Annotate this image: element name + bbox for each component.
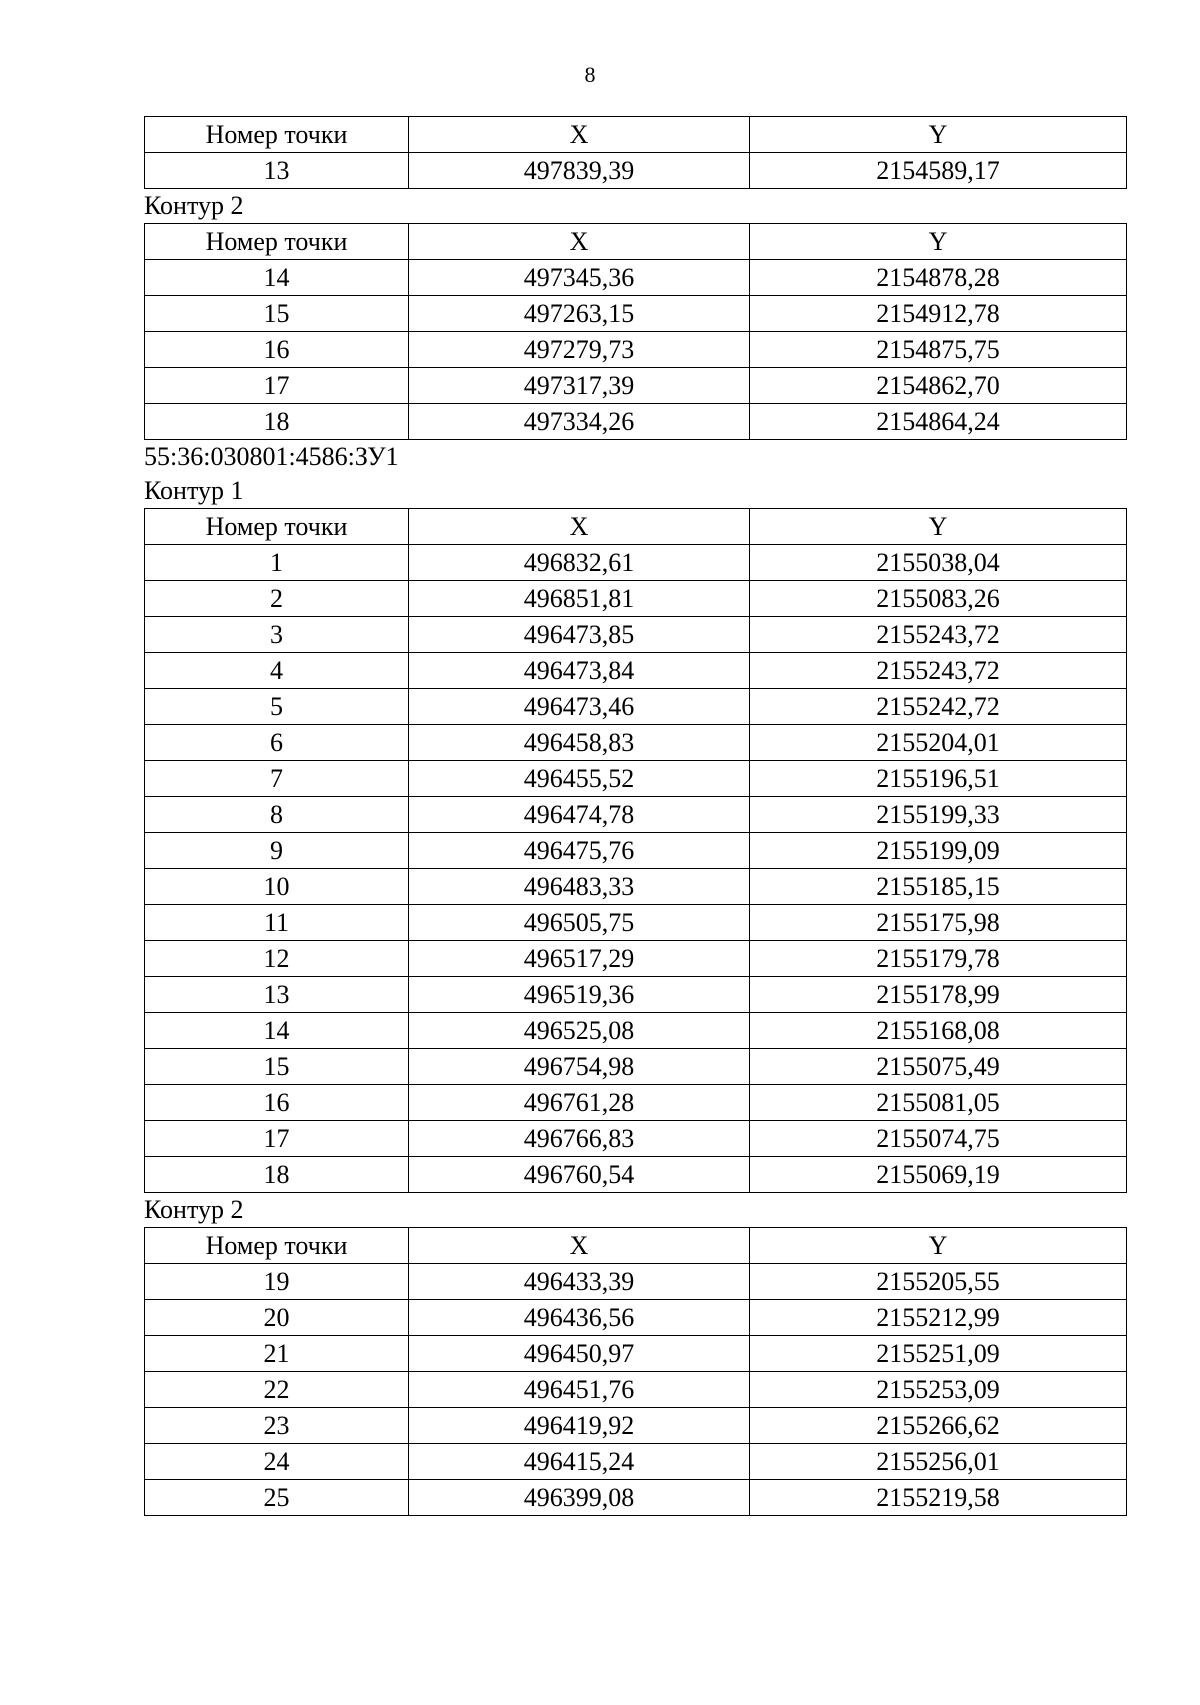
section-label: Контур 1 <box>144 476 244 505</box>
y-coordinate-cell: 2155243,72 <box>750 653 1127 689</box>
section-label: Контур 2 <box>144 1195 244 1224</box>
table-row <box>145 1264 1127 1300</box>
table-row <box>145 545 1127 581</box>
point-number-header: Номер точки <box>145 509 409 545</box>
table-row <box>145 833 1127 869</box>
coordinates-table <box>144 223 1127 440</box>
y-coordinate-cell: 2155253,09 <box>750 1372 1127 1408</box>
point-number-cell: 14 <box>145 260 409 296</box>
x-coordinate-cell: 496761,28 <box>409 1085 750 1121</box>
y-coordinate-cell: 2154864,24 <box>750 404 1127 440</box>
x-coordinate-cell: 496754,98 <box>409 1049 750 1085</box>
table-row <box>145 1049 1127 1085</box>
y-coordinate-cell: 2155083,26 <box>750 581 1127 617</box>
y-coordinate-cell: 2155243,72 <box>750 617 1127 653</box>
y-coordinate-cell: 2155242,72 <box>750 689 1127 725</box>
point-number-cell: 17 <box>145 1121 409 1157</box>
table-row <box>145 761 1127 797</box>
point-number-cell: 3 <box>145 617 409 653</box>
table-header-row <box>145 1228 1127 1264</box>
point-number-cell: 9 <box>145 833 409 869</box>
x-coordinate-cell: 496436,56 <box>409 1300 750 1336</box>
x-coordinate-cell: 496419,92 <box>409 1408 750 1444</box>
table-row <box>145 797 1127 833</box>
y-coordinate-cell: 2155199,09 <box>750 833 1127 869</box>
table-row <box>145 1372 1127 1408</box>
table-row <box>145 905 1127 941</box>
point-number-cell: 19 <box>145 1264 409 1300</box>
y-coordinate-cell: 2155266,62 <box>750 1408 1127 1444</box>
x-coordinate-cell: 496475,76 <box>409 833 750 869</box>
y-header: Y <box>750 509 1127 545</box>
x-coordinate-cell: 497334,26 <box>409 404 750 440</box>
table-header-row <box>145 224 1127 260</box>
y-coordinate-cell: 2155179,78 <box>750 941 1127 977</box>
table-header-row <box>145 117 1127 153</box>
x-coordinate-cell: 496473,85 <box>409 617 750 653</box>
y-coordinate-cell: 2155219,58 <box>750 1480 1127 1516</box>
y-coordinate-cell: 2155075,49 <box>750 1049 1127 1085</box>
point-number-cell: 25 <box>145 1480 409 1516</box>
table-row <box>145 689 1127 725</box>
coordinates-table <box>144 116 1127 189</box>
table-row <box>145 1300 1127 1336</box>
x-coordinate-cell: 496458,83 <box>409 725 750 761</box>
table-row <box>145 404 1127 440</box>
point-number-header: Номер точки <box>145 1228 409 1264</box>
point-number-cell: 1 <box>145 545 409 581</box>
table-row <box>145 617 1127 653</box>
table-row <box>145 1013 1127 1049</box>
x-coordinate-cell: 496433,39 <box>409 1264 750 1300</box>
table-row <box>145 1408 1127 1444</box>
y-coordinate-cell: 2155168,08 <box>750 1013 1127 1049</box>
table-row <box>145 1157 1127 1193</box>
point-number-cell: 12 <box>145 941 409 977</box>
x-coordinate-cell: 497263,15 <box>409 296 750 332</box>
table-row <box>145 368 1127 404</box>
table-row <box>145 1336 1127 1372</box>
x-header: X <box>409 1228 750 1264</box>
point-number-cell: 18 <box>145 404 409 440</box>
x-coordinate-cell: 496832,61 <box>409 545 750 581</box>
point-number-cell: 18 <box>145 1157 409 1193</box>
coordinates-table <box>144 508 1127 1193</box>
x-header: X <box>409 509 750 545</box>
y-coordinate-cell: 2155074,75 <box>750 1121 1127 1157</box>
y-coordinate-cell: 2155251,09 <box>750 1336 1127 1372</box>
table-row <box>145 1480 1127 1516</box>
point-number-header: Номер точки <box>145 117 409 153</box>
point-number-cell: 17 <box>145 368 409 404</box>
y-coordinate-cell: 2155038,04 <box>750 545 1127 581</box>
x-coordinate-cell: 496505,75 <box>409 905 750 941</box>
x-header: X <box>409 117 750 153</box>
x-coordinate-cell: 496473,84 <box>409 653 750 689</box>
y-coordinate-cell: 2155204,01 <box>750 725 1127 761</box>
point-number-cell: 20 <box>145 1300 409 1336</box>
table-row <box>145 296 1127 332</box>
point-number-cell: 2 <box>145 581 409 617</box>
x-coordinate-cell: 496455,52 <box>409 761 750 797</box>
y-coordinate-cell: 2155069,19 <box>750 1157 1127 1193</box>
x-coordinate-cell: 496450,97 <box>409 1336 750 1372</box>
table-row <box>145 332 1127 368</box>
y-coordinate-cell: 2154912,78 <box>750 296 1127 332</box>
point-number-cell: 8 <box>145 797 409 833</box>
y-coordinate-cell: 2155212,99 <box>750 1300 1127 1336</box>
y-header: Y <box>750 1228 1127 1264</box>
table-row <box>145 1085 1127 1121</box>
point-number-cell: 16 <box>145 1085 409 1121</box>
y-coordinate-cell: 2155256,01 <box>750 1444 1127 1480</box>
x-coordinate-cell: 496483,33 <box>409 869 750 905</box>
table-header-row <box>145 509 1127 545</box>
point-number-cell: 21 <box>145 1336 409 1372</box>
y-coordinate-cell: 2155185,15 <box>750 869 1127 905</box>
table-row <box>145 653 1127 689</box>
point-number-cell: 15 <box>145 296 409 332</box>
table-row <box>145 725 1127 761</box>
coordinates-table <box>144 1227 1127 1516</box>
y-coordinate-cell: 2155081,05 <box>750 1085 1127 1121</box>
x-coordinate-cell: 497317,39 <box>409 368 750 404</box>
x-coordinate-cell: 496399,08 <box>409 1480 750 1516</box>
point-number-cell: 24 <box>145 1444 409 1480</box>
section-label: 55:36:030801:4586:ЗУ1 <box>144 442 399 471</box>
table-row <box>145 153 1127 189</box>
y-coordinate-cell: 2155175,98 <box>750 905 1127 941</box>
y-coordinate-cell: 2154589,17 <box>750 153 1127 189</box>
x-coordinate-cell: 497345,36 <box>409 260 750 296</box>
x-coordinate-cell: 496760,54 <box>409 1157 750 1193</box>
x-header: X <box>409 224 750 260</box>
table-row <box>145 869 1127 905</box>
point-number-header: Номер точки <box>145 224 409 260</box>
y-coordinate-cell: 2155196,51 <box>750 761 1127 797</box>
table-row <box>145 977 1127 1013</box>
point-number-cell: 22 <box>145 1372 409 1408</box>
y-coordinate-cell: 2155205,55 <box>750 1264 1127 1300</box>
point-number-cell: 7 <box>145 761 409 797</box>
point-number-cell: 13 <box>145 977 409 1013</box>
y-coordinate-cell: 2154878,28 <box>750 260 1127 296</box>
y-header: Y <box>750 224 1127 260</box>
x-coordinate-cell: 496451,76 <box>409 1372 750 1408</box>
point-number-cell: 14 <box>145 1013 409 1049</box>
x-coordinate-cell: 496851,81 <box>409 581 750 617</box>
point-number-cell: 16 <box>145 332 409 368</box>
page-number: 8 <box>584 62 596 87</box>
x-coordinate-cell: 496473,46 <box>409 689 750 725</box>
point-number-cell: 4 <box>145 653 409 689</box>
table-row <box>145 1444 1127 1480</box>
x-coordinate-cell: 496474,78 <box>409 797 750 833</box>
point-number-cell: 13 <box>145 153 409 189</box>
x-coordinate-cell: 496525,08 <box>409 1013 750 1049</box>
point-number-cell: 15 <box>145 1049 409 1085</box>
section-label: Контур 2 <box>144 191 244 220</box>
point-number-cell: 6 <box>145 725 409 761</box>
point-number-cell: 11 <box>145 905 409 941</box>
y-coordinate-cell: 2155178,99 <box>750 977 1127 1013</box>
point-number-cell: 5 <box>145 689 409 725</box>
y-coordinate-cell: 2155199,33 <box>750 797 1127 833</box>
y-header: Y <box>750 117 1127 153</box>
x-coordinate-cell: 496415,24 <box>409 1444 750 1480</box>
table-row <box>145 260 1127 296</box>
table-row <box>145 941 1127 977</box>
x-coordinate-cell: 496517,29 <box>409 941 750 977</box>
document-body <box>144 116 1126 1516</box>
table-row <box>145 1121 1127 1157</box>
y-coordinate-cell: 2154875,75 <box>750 332 1127 368</box>
x-coordinate-cell: 496519,36 <box>409 977 750 1013</box>
table-row <box>145 581 1127 617</box>
y-coordinate-cell: 2154862,70 <box>750 368 1127 404</box>
point-number-cell: 10 <box>145 869 409 905</box>
point-number-cell: 23 <box>145 1408 409 1444</box>
x-coordinate-cell: 496766,83 <box>409 1121 750 1157</box>
x-coordinate-cell: 497839,39 <box>409 153 750 189</box>
x-coordinate-cell: 497279,73 <box>409 332 750 368</box>
